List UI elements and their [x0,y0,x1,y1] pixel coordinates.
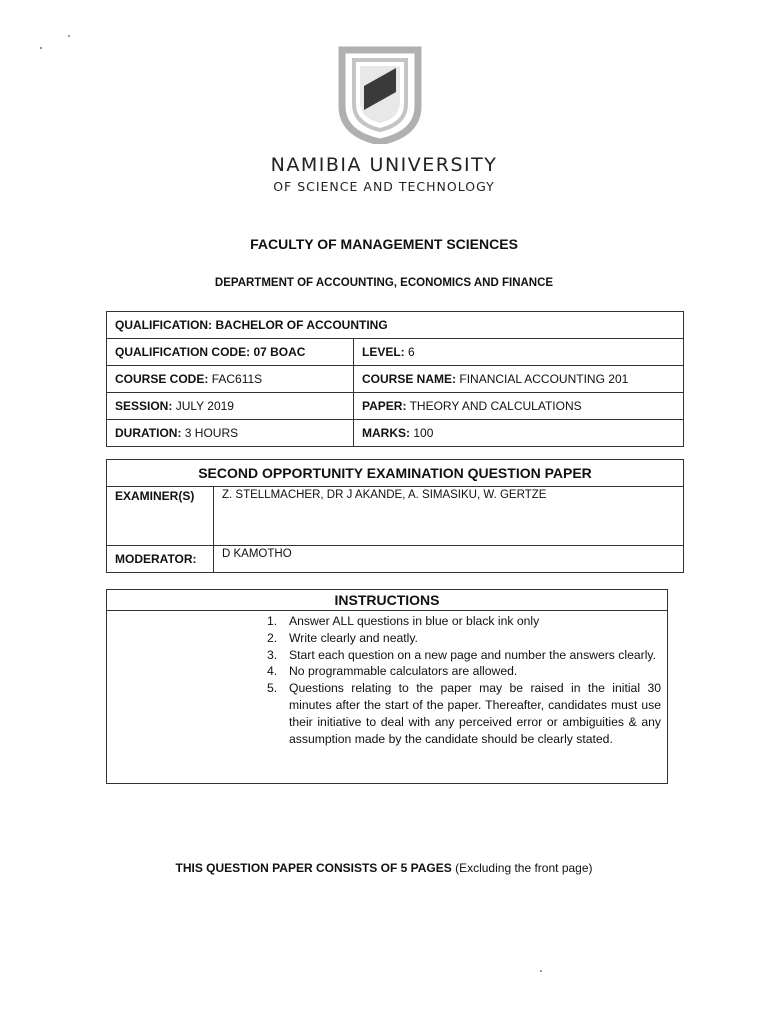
marks-value: 100 [413,426,434,440]
marks-cell [354,420,684,447]
list-item-number: 2. [267,630,278,645]
scan-speck [68,35,70,37]
session-label: SESSION: [115,399,173,413]
list-item-text: No programmable calculators are allowed. [289,664,518,679]
department-heading: DEPARTMENT OF ACCOUNTING, ECONOMICS AND FINANCE [214,277,554,289]
instructions-list [267,613,661,747]
table-row [107,420,684,447]
qualification-cell [107,312,684,339]
table-row [107,366,684,393]
instructions-body [107,611,668,784]
course-code-value: FAC611S [211,372,263,386]
list-item [267,630,661,647]
qualification-table [106,311,684,447]
course-name-cell [354,366,684,393]
table-row [107,611,668,784]
duration-label: DURATION: [115,426,182,440]
exam-table [106,459,684,573]
table-row [107,590,668,611]
university-name: NAMIBIA UNIVERSITY [270,154,498,176]
university-crest-logo [338,46,422,144]
scan-speck [40,47,42,49]
duration-cell [107,420,354,447]
list-item [267,680,661,747]
duration-value: 3 HOURS [184,426,239,440]
course-name-label: COURSE NAME: [362,372,457,386]
instructions-table [106,589,668,784]
university-subtitle: OF SCIENCE AND TECHNOLOGY [273,179,495,194]
page-count-bold: THIS QUESTION PAPER CONSISTS OF 5 PAGES [175,861,452,875]
list-item-number: 4. [267,664,278,679]
list-item-text: Answer ALL questions in blue or black ink only [289,614,540,628]
level-label: LEVEL: [362,345,405,359]
page-count-normal: (Excluding the front page) [455,861,593,875]
marks-label: MARKS: [362,426,410,440]
examiner-value: Z. STELLMACHER, DR J AKANDE, A. SIMASIKU, W. GERTZE [214,487,684,546]
list-item [267,613,661,630]
paper-cell [354,393,684,420]
level-value: 6 [408,345,415,359]
list-item-text: Start each question on a new page and number the answers clearly. [289,647,656,662]
table-row [107,546,684,573]
qualification-code-label: QUALIFICATION CODE: [115,345,251,359]
page-count-note [0,861,768,875]
table-row [107,312,684,339]
table-row [107,393,684,420]
list-item-number: 1. [267,614,278,628]
list-item-number: 5. [267,681,278,696]
list-item [267,647,661,664]
table-row [107,339,684,366]
level-cell [354,339,684,366]
qualification-code-cell [107,339,354,366]
qualification-label: QUALIFICATION: [115,318,213,332]
session-cell [107,393,354,420]
exam-title: SECOND OPPORTUNITY EXAMINATION QUESTION PAPER [107,460,684,487]
moderator-label: MODERATOR: [107,546,214,573]
session-value: JULY 2019 [175,399,234,413]
examiner-label: EXAMINER(S) [107,487,214,546]
table-row [107,460,684,487]
list-item-text: Questions relating to the paper may be raised in the initial 30 minutes after the start of the paper. Thereafter, candidates must use their initiative to deal with any perceived error or ambiguities & any assumption made by the candidate should be clearly stated. [289,681,661,746]
paper-label: PAPER: [362,399,407,413]
instructions-title: INSTRUCTIONS [107,590,668,611]
course-name-value: FINANCIAL ACCOUNTING 201 [459,372,629,386]
course-code-cell [107,366,354,393]
list-item-number: 3. [267,647,278,662]
paper-value: THEORY AND CALCULATIONS [409,399,582,413]
scan-speck [540,970,542,972]
moderator-value: D KAMOTHO [214,546,684,573]
course-code-label: COURSE CODE: [115,372,209,386]
qualification-code-value: 07 BOAC [253,345,306,359]
table-row [107,487,684,546]
list-item-text: Write clearly and neatly. [289,630,418,645]
list-item [267,663,661,680]
faculty-heading: FACULTY OF MANAGEMENT SCIENCES [250,236,518,252]
qualification-value: BACHELOR OF ACCOUNTING [215,318,388,332]
